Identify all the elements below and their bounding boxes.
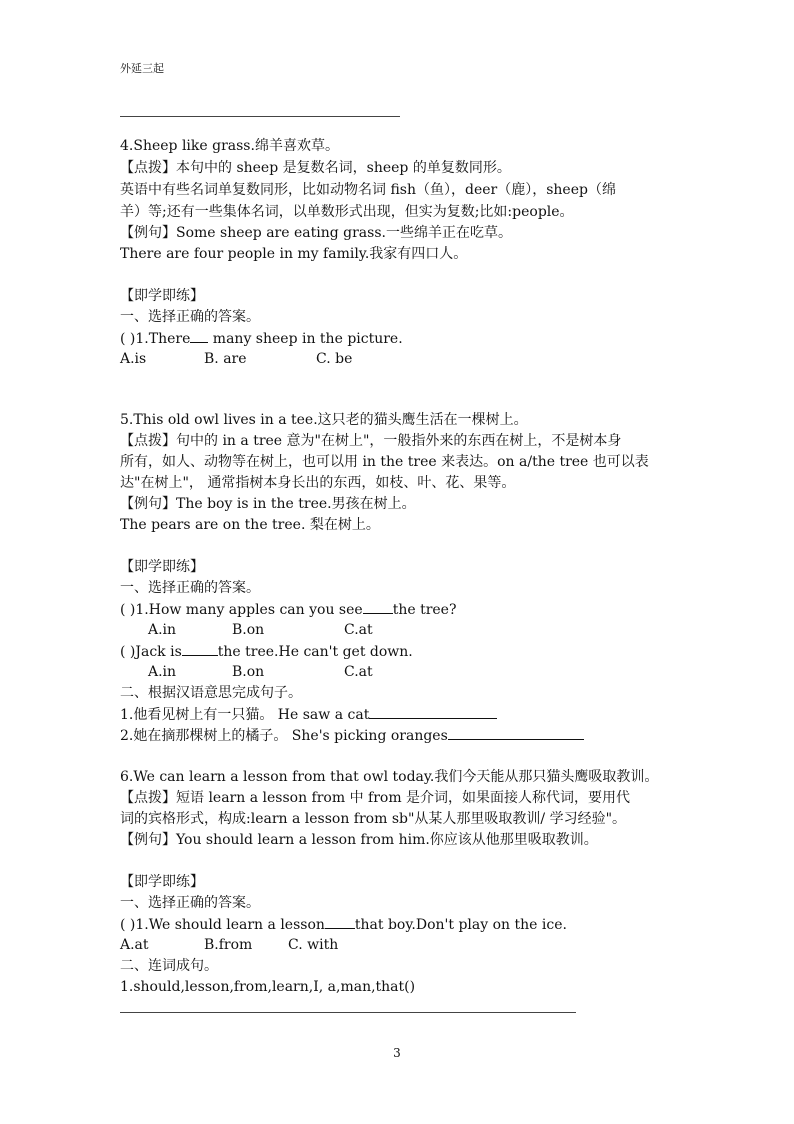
section-5-question-1 <box>120 599 456 620</box>
answer-blank[interactable] <box>182 641 218 656</box>
page-header: 外延三起 <box>120 62 164 75</box>
header-rule <box>120 116 400 117</box>
sentence-prompt: 1.他看见树上有一只猫。 He saw a cat <box>120 707 370 723</box>
section-4-practice-heading: 【即学即练】 <box>120 288 204 304</box>
section-4-part-1-heading: 一、选择正确的答案。 <box>120 309 260 325</box>
section-5-question-2 <box>120 641 413 662</box>
option-c: C. be <box>316 351 353 367</box>
section-4-title: 4.Sheep like grass.绵羊喜欢草。 <box>120 138 339 154</box>
option-c: C. with <box>288 937 339 953</box>
question-text-rest: many sheep in the picture. <box>208 331 403 347</box>
sentence-prompt: 2.她在摘那棵树上的橘子。 She's picking oranges <box>120 728 448 744</box>
question-text: ( )1.How many apples can you see <box>120 602 363 618</box>
section-5-example-1: 【例句】The boy is in the tree.男孩在树上。 <box>120 496 416 512</box>
section-6-options <box>120 935 338 955</box>
section-6-part-2-heading: 二、连词成句。 <box>120 958 218 974</box>
section-5-translation-2 <box>120 725 584 746</box>
section-4-example-2: There are four people in my family.我家有四口人。 <box>120 246 468 262</box>
option-b: B. are <box>204 351 247 367</box>
section-6-practice-heading: 【即学即练】 <box>120 874 204 890</box>
section-5-part-1-heading: 一、选择正确的答案。 <box>120 580 260 596</box>
page-number: 3 <box>393 1046 401 1060</box>
section-4-question-1 <box>120 328 403 349</box>
option-b: B.on <box>232 664 265 680</box>
section-5-note-line-1: 【点拨】句中的 in a tree 意为"在树上"，一般指外来的东西在树上，不是树本身 <box>120 433 622 449</box>
section-6-note-line-2: 词的宾格形式，构成:learn a lesson from sb"从某人那里吸取教训/ 学习经验"。 <box>120 811 627 827</box>
option-b: B.on <box>232 622 265 638</box>
option-a: A.is <box>120 351 147 367</box>
section-4-note-line-1: 【点拨】本句中的 sheep 是复数名词，sheep 的单复数同形。 <box>120 160 511 176</box>
section-5-title: 5.This old owl lives in a tee.这只老的猫头鹰生活在一棵树上。 <box>120 412 528 428</box>
option-a: A.in <box>148 664 177 680</box>
option-a: A.at <box>120 937 149 953</box>
answer-blank[interactable] <box>325 914 355 929</box>
question-text: ( )Jack is <box>120 644 182 660</box>
section-6-sentence-1: 1.should,lesson,from,learn,I, a,man,that() <box>120 979 416 995</box>
section-6-question-1 <box>120 914 567 935</box>
answer-blank[interactable] <box>190 328 208 343</box>
section-4-options <box>120 349 352 369</box>
question-text: ( )1.There <box>120 331 191 347</box>
question-text-rest: the tree.He can't get down. <box>217 644 413 660</box>
option-c: C.at <box>344 622 373 638</box>
section-5-practice-heading: 【即学即练】 <box>120 559 204 575</box>
question-text-rest: that boy.Don't play on the ice. <box>354 917 567 933</box>
section-5-note-line-3: 达"在树上"， 通常指树本身长出的东西，如枝、叶、花、果等。 <box>120 475 516 491</box>
section-6-part-1-heading: 一、选择正确的答案。 <box>120 895 260 911</box>
option-b: B.from <box>204 937 253 953</box>
question-text-rest: the tree? <box>392 602 457 618</box>
answer-blank[interactable] <box>448 725 584 740</box>
section-4-note-line-2: 英语中有些名词单复数同形，比如动物名词 fish（鱼），deer（鹿），sheep（绵 <box>120 182 616 198</box>
section-6-example-1: 【例句】You should learn a lesson from him.你应该从他那里吸取教训。 <box>120 832 598 848</box>
section-4-note-line-3: 羊）等;还有一些集体名词，以单数形式出现，但实为复数;比如:people。 <box>120 204 574 220</box>
section-5-note-line-2: 所有，如人、动物等在树上，也可以用 in the tree 来表达。on a/the tree 也可以表 <box>120 454 649 470</box>
section-5-example-2: The pears are on the tree. 梨在树上。 <box>120 517 380 533</box>
section-5-translation-1 <box>120 704 497 725</box>
section-5-part-2-heading: 二、根据汉语意思完成句子。 <box>120 685 302 701</box>
answer-blank[interactable] <box>363 599 393 614</box>
option-c: C.at <box>344 664 373 680</box>
question-text: ( )1.We should learn a lesson <box>120 917 325 933</box>
section-6-note-line-1: 【点拨】短语 learn a lesson from 中 from 是介词，如果面接人称代词，要用代 <box>120 790 631 806</box>
section-5-question-1-options <box>148 620 373 640</box>
section-4-example-1: 【例句】Some sheep are eating grass.一些绵羊正在吃草。 <box>120 225 512 241</box>
answer-blank[interactable] <box>369 704 497 719</box>
answer-line[interactable] <box>120 1012 576 1013</box>
section-5-question-2-options <box>148 662 373 682</box>
option-a: A.in <box>148 622 177 638</box>
section-6-title: 6.We can learn a lesson from that owl today.我们今天能从那只猫头鹰吸取教训。 <box>120 769 659 785</box>
